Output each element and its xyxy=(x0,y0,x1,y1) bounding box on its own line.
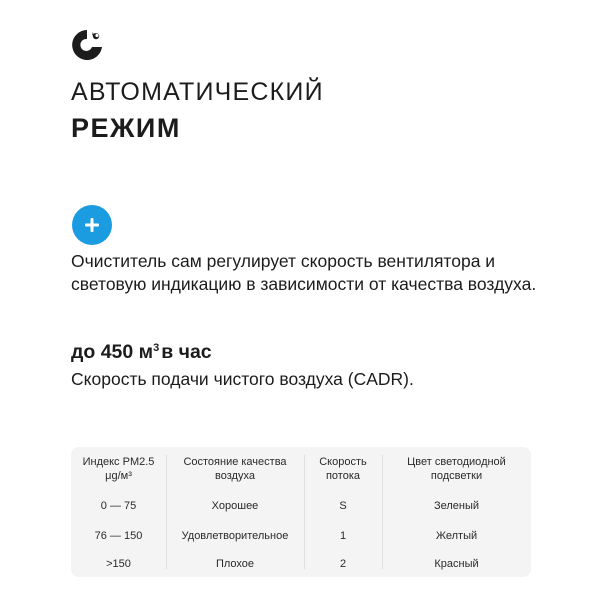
column-divider xyxy=(166,455,167,569)
table-cell: 2 xyxy=(339,558,347,570)
table-row xyxy=(71,521,531,551)
table-cell: Удовлетворительное xyxy=(181,530,289,542)
table-cell: Красный xyxy=(434,558,479,570)
table-header-cell: Скорость потока xyxy=(319,456,367,482)
table-cell: >150 xyxy=(106,558,131,570)
table-header-row xyxy=(71,447,531,491)
table-cell: 76 — 150 xyxy=(94,530,143,542)
cadr-suffix: в час xyxy=(161,341,212,363)
column-divider xyxy=(382,455,383,569)
plus-icon xyxy=(72,205,112,245)
table-header-cell: Состояние качества воздуха xyxy=(183,456,287,482)
table-cell: 1 xyxy=(339,530,347,542)
table-row xyxy=(71,551,531,577)
brand-logo-icon xyxy=(70,28,104,62)
table-cell: 0 — 75 xyxy=(100,500,137,512)
column-divider xyxy=(304,455,305,569)
cadr-value xyxy=(71,341,212,364)
table-header-cell: Индекс PM2.5 μg/м³ xyxy=(82,456,155,482)
cadr-caption: Скорость подачи чистого воздуха (CADR). xyxy=(71,369,414,389)
mode-description: Очиститель сам регулирует скорость вентилятора и световую индикацию в зависимости от качества воздуха. xyxy=(71,251,537,294)
page-title-line2: РЕЖИМ xyxy=(71,113,181,143)
table-cell: Желтый xyxy=(435,530,478,542)
page-title-line1: АВТОМАТИЧЕСКИЙ xyxy=(71,78,324,106)
table-header-cell: Цвет светодиодной подсветки xyxy=(407,456,506,482)
table-cell: Хорошее xyxy=(211,500,259,512)
cadr-unit-sup: 3 xyxy=(153,342,160,354)
table-cell: S xyxy=(339,500,347,512)
table-row xyxy=(71,491,531,521)
table-cell: Плохое xyxy=(215,558,255,570)
air-quality-table xyxy=(71,447,531,577)
table-cell: Зеленый xyxy=(433,500,480,512)
cadr-prefix: до 450 м xyxy=(71,341,154,363)
